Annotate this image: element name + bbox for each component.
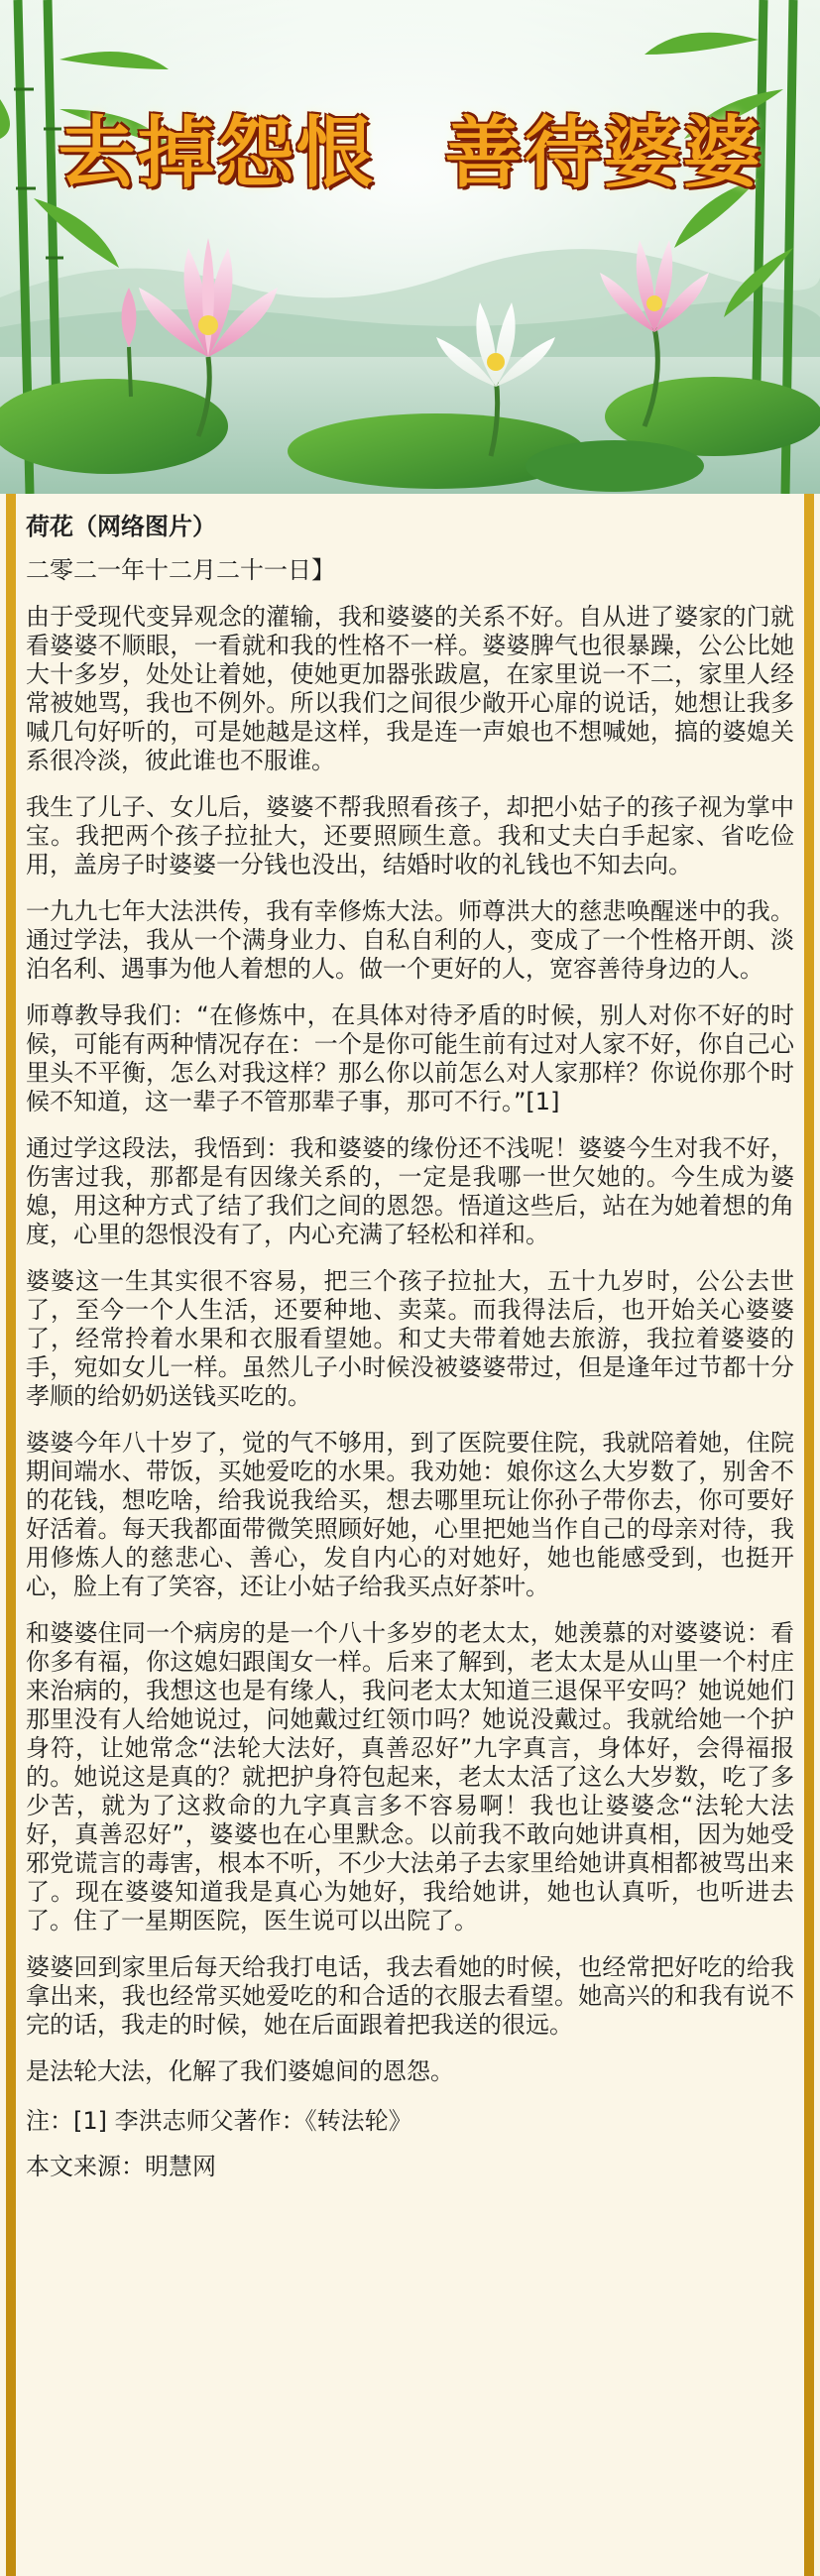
hero-title-part2: 善待婆婆 bbox=[444, 109, 762, 198]
paragraph: 和婆婆住同一个病房的是一个八十多岁的老太太，她羡慕的对婆婆说：看你多有福，你这媳妇跟闺女一样。后来了解到，老太太是从山里一个村庄来治病的，我想这也是有缘人，我问老太太知道三退保平安吗？她说她们那里没有人给她说过，问她戴过红领巾吗？她说没戴过。我就给她一个护身符，让她常念“法轮大法好，真善忍好”九字真言，身体好，会得福报的。她说这是真的？就把护身符包起来，老太太活了这么大岁数，吃了多少苦，就为了这救命的九字真言多不容易啊！我也让婆婆念“法轮大法好，真善忍好”，婆婆也在心里默念。以前我不敢向她讲真相，因为她受邪党谎言的毒害，根本不听，不少大法弟子去家里给她讲真相都被骂出来了。现在婆婆知道我是真心为她好，我给她讲，她也认真听，也听进去了。住了一星期医院，医生说可以出院了。 bbox=[26, 1619, 794, 1934]
article-body bbox=[0, 494, 820, 2576]
paragraph: 师尊教导我们：“在修炼中，在具体对待矛盾的时候，别人对你不好的时候，可能有两种情况存在：一个是你可能生前有过对人家不好，你自己心里头不平衡，怎么对我这样？那么你以前怎么对人家那样？你说你那个时候不知道，这一辈子不管那辈子事，那可不行。”[1] bbox=[26, 1001, 794, 1115]
paragraph: 婆婆这一生其实很不容易，把三个孩子拉扯大，五十九岁时，公公去世了，至今一个人生活，还要种地、卖菜。而我得法后，也开始关心婆婆了，经常拎着水果和衣服看望她。和丈夫带着她去旅游，我拉着婆婆的手，宛如女儿一样。虽然儿子小时候没被婆婆带过，但是逢年过节都十分孝顺的给奶奶送钱买吃的。 bbox=[26, 1267, 794, 1410]
image-caption: 荷花（网络图片） bbox=[26, 513, 216, 540]
paragraph: 是法轮大法，化解了我们婆媳间的恩怨。 bbox=[26, 2057, 454, 2085]
hero-title-part1: 去掉怨恨 bbox=[58, 109, 376, 198]
right-border-rail bbox=[804, 494, 814, 2576]
article-date: 二零二一年十二月二十一日】 bbox=[26, 556, 335, 584]
lotus-scene-illustration bbox=[0, 0, 820, 494]
paragraph: 由于受现代变异观念的灌输，我和婆婆的关系不好。自从进了婆家的门就看婆婆不顺眼，一看就和我的性格不一样。婆婆脾气也很暴躁，公公比她大十多岁，处处让着她，使她更加器张跋扈，在家里说一不二，家里人经常被她骂，我也不例外。所以我们之间很少敞开心扉的说话，她想让我多喊几句好听的，可是她越是这样，我是连一声娘也不想喊她，搞的婆媳关系很冷淡，彼此谁也不服谁。 bbox=[26, 603, 794, 774]
paragraph: 婆婆今年八十岁了，觉的气不够用，到了医院要住院，我就陪着她，住院期间端水、带饭，买她爱吃的水果。我劝她：娘你这么大岁数了，别舍不的花钱，想吃啥，给我说我给买，想去哪里玩让你孙子带你去，你可要好好活着。每天我都面带微笑照顾好她，心里把她当作自己的母亲对待，我用修炼人的慈悲心、善心，发自内心的对她好，她也能感受到，也挺开心，脸上有了笑容，还让小姑子给我买点好茶叶。 bbox=[26, 1429, 794, 1600]
paragraph: 我生了儿子、女儿后，婆婆不帮我照看孩子，却把小姑子的孩子视为掌中宝。我把两个孩子拉扯大，还要照顾生意。我和丈夫白手起家、省吃俭用，盖房子时婆婆一分钱也没出，结婚时收的礼钱也不知去向。 bbox=[26, 793, 794, 878]
paragraph: 婆婆回到家里后每天给我打电话，我去看她的时候，也经常把好吃的给我拿出来，我也经常买她爱吃的和合适的衣服去看望。她高兴的和我有说不完的话，我走的时候，她在后面跟着把我送的很远。 bbox=[26, 1953, 794, 2039]
footnote: 注：[1] 李洪志师父著作：《转法轮》 bbox=[26, 2107, 412, 2135]
hero-banner bbox=[0, 0, 820, 494]
hero-title bbox=[0, 91, 820, 202]
paragraph: 通过学这段法，我悟到：我和婆婆的缘份还不浅呢！婆婆今生对我不好，伤害过我，那都是有因缘关系的，一定是我哪一世欠她的。今生成为婆媳，用这种方式了结了我们之间的恩怨。悟道这些后，站在为她着想的角度，心里的怨恨没有了，内心充满了轻松和祥和。 bbox=[26, 1134, 794, 1248]
source-credit: 本文来源：明慧网 bbox=[26, 2153, 216, 2180]
paragraph: 一九九七年大法洪传，我有幸修炼大法。师尊洪大的慈悲唤醒迷中的我。通过学法，我从一个满身业力、自私自利的人，变成了一个性格开朗、淡泊名利、遇事为他人着想的人。做一个更好的人，宽容善待身边的人。 bbox=[26, 897, 794, 983]
article-content bbox=[26, 494, 794, 2181]
left-border-rail bbox=[6, 494, 16, 2576]
